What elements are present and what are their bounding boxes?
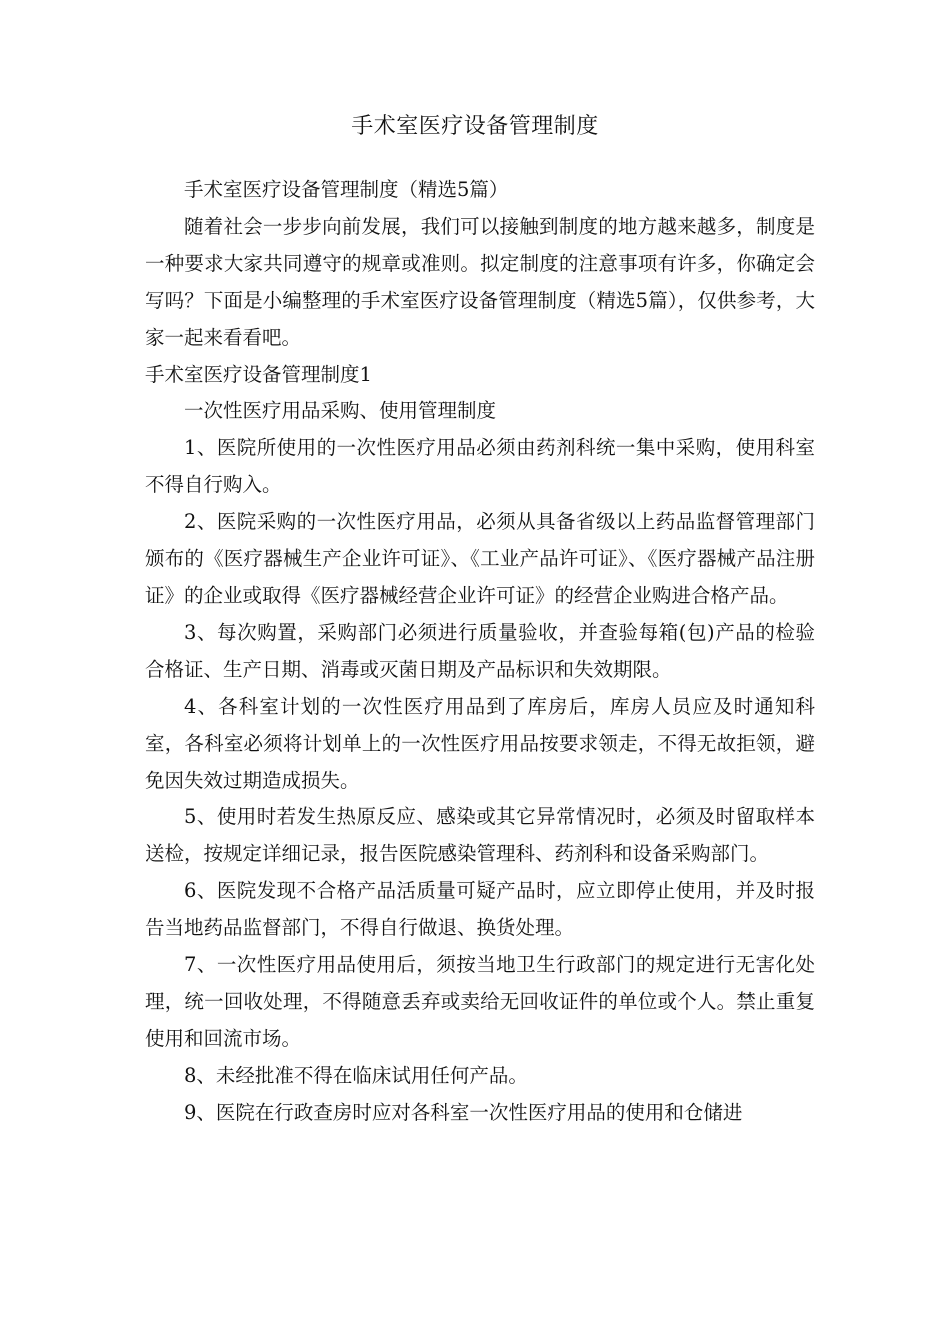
body-paragraph: 1、医院所使用的一次性医疗用品必须由药剂科统一集中采购，使用科室不得自行购入。	[145, 436, 815, 497]
body-paragraph: 6、医院发现不合格产品活质量可疑产品时，应立即停止使用，并及时报告当地药品监督部门，不得自行做退、换货处理。	[145, 879, 815, 940]
body-paragraph: 2、医院采购的一次性医疗用品，必须从具备省级以上药品监督管理部门颁布的《医疗器械生产企业许可证》、《工业产品许可证》、《医疗器械产品注册证》的企业或取得《医疗器械经营企业许可证》的经营企业购进合格产品。	[145, 510, 815, 607]
body-paragraph: 8、未经批准不得在临床试用任何产品。	[184, 1063, 528, 1087]
body-paragraph: 一次性医疗用品采购、使用管理制度	[184, 399, 497, 423]
section-heading: 手术室医疗设备管理制度1	[145, 362, 372, 386]
document-body	[145, 172, 815, 1132]
body-paragraph: 9、医院在行政查房时应对各科室一次性医疗用品的使用和仓储进	[184, 1100, 743, 1124]
body-paragraph: 随着社会一步步向前发展，我们可以接触到制度的地方越来越多，制度是一种要求大家共同遵守的规章或准则。拟定制度的注意事项有许多，你确定会写吗？下面是小编整理的手术室医疗设备管理制度（精选5篇），仅供参考，大家一起来看看吧。	[145, 214, 815, 349]
document-title: 手术室医疗设备管理制度	[351, 114, 599, 139]
body-paragraph: 5、使用时若发生热原反应、感染或其它异常情况时，必须及时留取样本送检，按规定详细记录，报告医院感染管理科、药剂科和设备采购部门。	[145, 805, 815, 866]
body-paragraph: 3、每次购置，采购部门必须进行质量验收，并查验每箱(包)产品的检验合格证、生产日期、消毒或灭菌日期及产品标识和失效期限。	[145, 620, 815, 681]
body-paragraph: 手术室医疗设备管理制度（精选5篇）	[184, 178, 509, 201]
body-paragraph: 7、一次性医疗用品使用后，须按当地卫生行政部门的规定进行无害化处理，统一回收处理，不得随意丢弃或卖给无回收证件的单位或个人。禁止重复使用和回流市场。	[145, 953, 815, 1050]
body-paragraph: 4、各科室计划的一次性医疗用品到了库房后，库房人员应及时通知科室，各科室必须将计划单上的一次性医疗用品按要求领走，不得无故拒领，避免因失效过期造成损失。	[145, 694, 815, 792]
